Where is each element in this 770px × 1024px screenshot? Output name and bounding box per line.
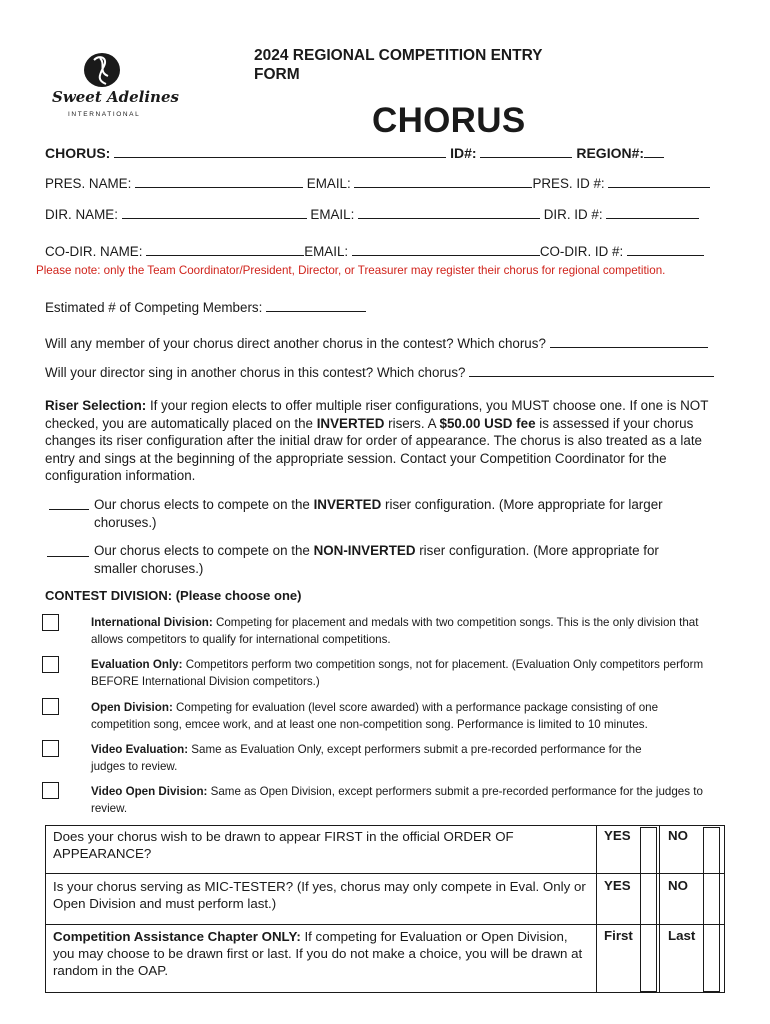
table-row-divider-2 <box>45 924 725 925</box>
table-divider-1 <box>596 825 597 993</box>
mic-tester-no: NO <box>668 878 688 893</box>
codir-id-field[interactable] <box>627 243 704 256</box>
codir-email-label: EMAIL: <box>304 244 349 259</box>
pres-email-field[interactable] <box>354 175 532 188</box>
no-last-checkbox-column[interactable] <box>703 827 720 992</box>
codir-name-field[interactable] <box>146 243 304 256</box>
video-open-division-checkbox[interactable] <box>42 782 59 799</box>
pres-name-field[interactable] <box>135 175 303 188</box>
members-label: Estimated # of Competing Members: <box>45 300 263 315</box>
dir-email-field[interactable] <box>358 206 540 219</box>
riser-text-2: risers. A <box>384 415 440 431</box>
first-appearance-text: Does your chorus wish to be drawn to appear FIRST in the official ORDER OF APPEARANCE? <box>53 829 514 861</box>
video-evaluation-desc: Same as Evaluation Only, except performers submit a pre-recorded performance for the judges to review. <box>91 743 642 773</box>
competition-assistance-last: Last <box>668 928 696 943</box>
co-director-row <box>45 243 704 259</box>
direct-other-label: Will any member of your chorus direct another chorus in the contest? Which chorus? <box>45 336 546 351</box>
international-division-text <box>91 614 716 648</box>
dir-id-label: DIR. ID #: <box>543 207 603 222</box>
pres-id-label: PRES. ID #: <box>532 176 605 191</box>
mic-tester-question <box>53 878 588 912</box>
region-field[interactable] <box>644 145 664 158</box>
direct-other-field[interactable] <box>550 335 708 348</box>
video-evaluation-checkbox[interactable] <box>42 740 59 757</box>
video-open-division-text <box>91 783 716 817</box>
first-appearance-no: NO <box>668 828 688 843</box>
riser-heading: Riser Selection: <box>45 398 147 413</box>
logo-sub-text: INTERNATIONAL <box>68 111 141 118</box>
logo-emblem-icon <box>48 50 179 122</box>
non-inverted-option-bold: NON-INVERTED <box>313 543 416 558</box>
inverted-option-bold: INVERTED <box>313 497 382 512</box>
non-inverted-option <box>94 542 694 577</box>
director-sing-label: Will your director sing in another chorus in this contest? Which chorus? <box>45 365 466 380</box>
chorus-line <box>45 145 664 161</box>
competition-assistance-bold: Competition Assistance Chapter ONLY: <box>53 929 301 944</box>
competition-assistance-first: First <box>604 928 633 943</box>
dir-name-field[interactable] <box>122 206 307 219</box>
table-row-divider-1 <box>45 873 725 874</box>
dir-name-label: DIR. NAME: <box>45 207 118 222</box>
director-row <box>45 206 699 222</box>
mic-tester-yes: YES <box>604 878 631 893</box>
open-division-name: Open Division: <box>91 701 173 714</box>
chorus-name-field[interactable] <box>114 145 446 158</box>
riser-selection-paragraph <box>45 397 725 485</box>
open-division-checkbox[interactable] <box>42 698 59 715</box>
international-division-name: International Division: <box>91 616 213 629</box>
pres-id-field[interactable] <box>608 175 710 188</box>
director-sing-field[interactable] <box>469 364 714 377</box>
yes-first-checkbox-column[interactable] <box>640 827 657 992</box>
big-title: CHORUS <box>372 101 526 140</box>
form-title: 2024 REGIONAL COMPETITION ENTRY FORM <box>254 47 543 83</box>
codir-id-label: CO-DIR. ID #: <box>539 244 624 259</box>
registration-note: Please note: only the Team Coordinator/President, Director, or Treasurer may register their chorus for regional competition. <box>36 264 666 277</box>
riser-fee: $50.00 USD fee <box>439 415 536 431</box>
evaluation-only-checkbox[interactable] <box>42 656 59 673</box>
inverted-option-pre: Our chorus elects to compete on the <box>94 497 314 512</box>
chorus-id-field[interactable] <box>480 145 572 158</box>
codir-email-field[interactable] <box>352 243 540 256</box>
mic-tester-text: Is your chorus serving as MIC-TESTER? (If yes, chorus may only compete in Eval. Only or Open Division and must perform last.) <box>53 879 586 911</box>
chorus-label: CHORUS: <box>45 145 111 161</box>
non-inverted-option-pre: Our chorus elects to compete on the <box>94 543 314 558</box>
video-open-division-desc: Same as Open Division, except performers submit a pre-recorded performance for the judges to review. <box>91 785 703 815</box>
international-division-desc: Competing for placement and medals with two competition songs. This is the only division that allows competitors to qualify for international competitions. <box>91 616 699 646</box>
riser-inverted: INVERTED <box>316 415 385 431</box>
inverted-option <box>94 496 694 531</box>
sweet-adelines-logo <box>48 50 179 122</box>
logo-brand-text: Sweet Adelines <box>52 88 179 106</box>
evaluation-only-desc: Competitors perform two competition songs, not for placement. (Evaluation Only competitors perform BEFORE International Division competitors.) <box>91 658 704 688</box>
table-divider-2 <box>659 825 660 993</box>
president-row <box>45 175 710 191</box>
inverted-option-blank[interactable] <box>49 509 89 510</box>
video-evaluation-name: Video Evaluation: <box>91 743 189 756</box>
contest-division-title: CONTEST DIVISION: (Please choose one) <box>45 588 302 603</box>
members-field[interactable] <box>266 299 366 312</box>
region-label: REGION#: <box>576 145 645 161</box>
competition-assistance-text: If competing for Evaluation or Open Division, you may choose to be drawn first or last. If you do not make a choice, you will be drawn at random in the OAP. <box>53 929 583 978</box>
direct-other-question <box>45 335 708 351</box>
open-division-text <box>91 699 716 733</box>
video-evaluation-text <box>91 741 671 775</box>
first-appearance-question <box>53 828 588 862</box>
international-division-checkbox[interactable] <box>42 614 59 631</box>
video-open-division-name: Video Open Division: <box>91 785 208 798</box>
first-appearance-yes: YES <box>604 828 631 843</box>
dir-email-label: EMAIL: <box>310 207 355 222</box>
non-inverted-option-post: riser configuration. (More appropriate for smaller choruses.) <box>94 543 659 576</box>
riser-text-3: is assessed if your chorus changes its riser configuration after the initial draw for order of appearance. The chorus is also treated as a late entry and sings at the beginning of the appropriate session. Contact your Competition Coordinator for the configuration information. <box>45 415 702 483</box>
competition-assistance-question <box>53 928 588 979</box>
open-division-desc: Competing for evaluation (level score awarded) with a performance package consisting of one competition song, emcee work, and at least one non-competition song. Performance is limited to 10 minutes. <box>91 701 659 731</box>
evaluation-only-name: Evaluation Only: <box>91 658 183 671</box>
members-question <box>45 299 366 315</box>
director-sing-question <box>45 364 714 380</box>
dir-id-field[interactable] <box>606 206 699 219</box>
pres-name-label: PRES. NAME: <box>45 176 132 191</box>
pres-email-label: EMAIL: <box>306 176 351 191</box>
riser-text-1: If your region elects to offer multiple riser configurations, you MUST choose one. If one is NOT checked, you are automatically placed on the <box>45 398 709 431</box>
codir-name-label: CO-DIR. NAME: <box>45 244 143 259</box>
non-inverted-option-blank[interactable] <box>47 556 89 557</box>
chorus-id-label: ID#: <box>450 145 477 161</box>
evaluation-only-text <box>91 656 716 690</box>
inverted-option-post: riser configuration. (More appropriate for larger choruses.) <box>94 497 663 530</box>
